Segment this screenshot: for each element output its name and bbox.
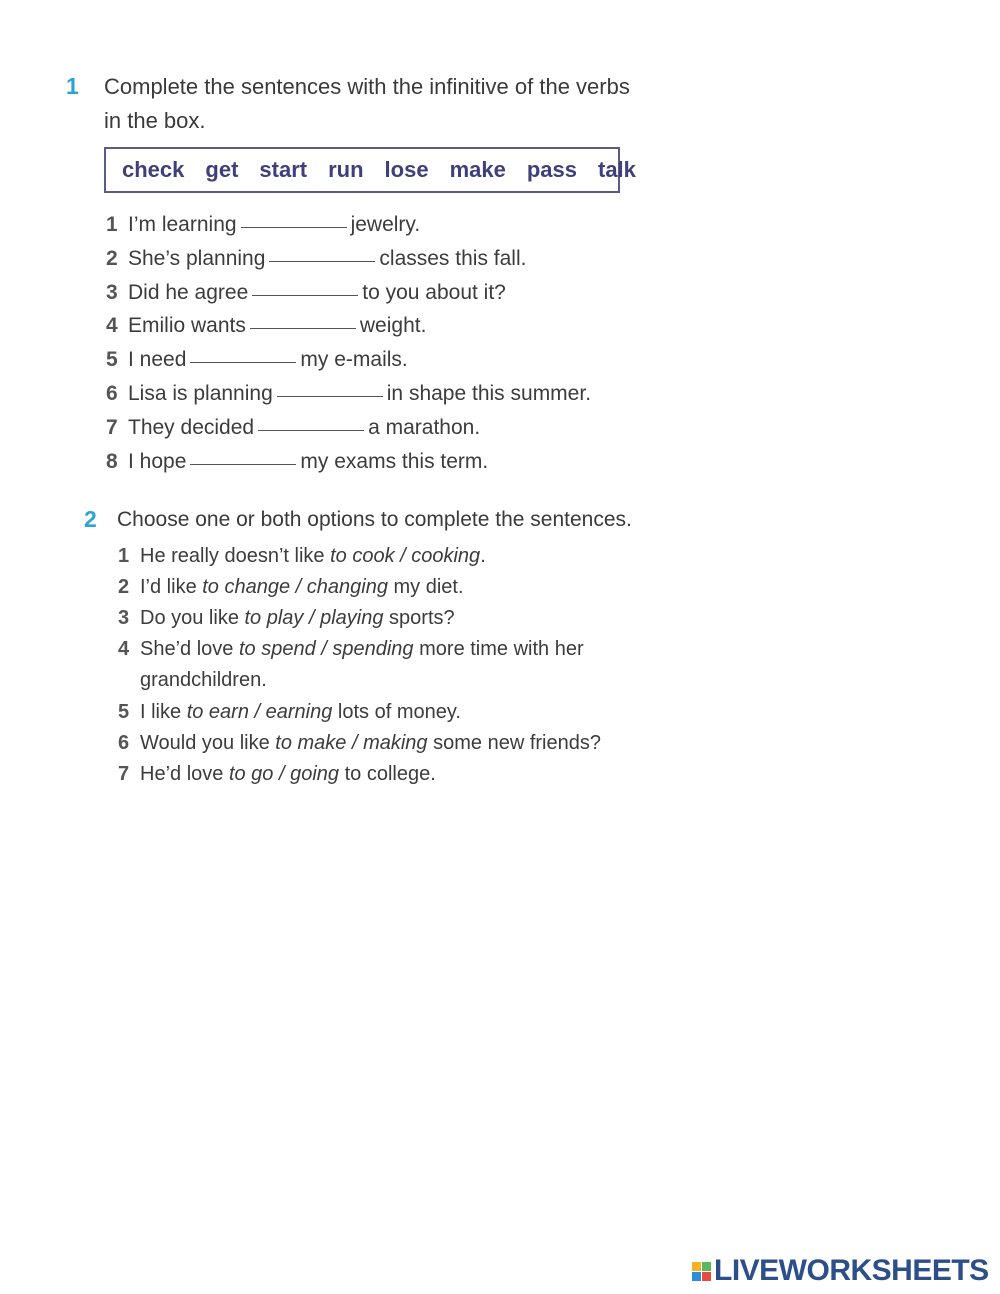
item-number: 4 bbox=[118, 638, 130, 660]
word-box-item: run bbox=[328, 157, 364, 182]
item-number: 6 bbox=[106, 382, 118, 405]
word-box-item: lose bbox=[384, 157, 429, 182]
answer-blank[interactable] bbox=[277, 396, 383, 397]
item-text-before: I like bbox=[140, 701, 187, 723]
exercise-1-item bbox=[106, 281, 506, 305]
item-number: 8 bbox=[106, 450, 118, 473]
item-text-before: Do you like bbox=[140, 607, 245, 629]
item-number: 4 bbox=[106, 314, 118, 337]
exercise-2-item[interactable] bbox=[118, 701, 461, 724]
item-text-after: to you about it? bbox=[362, 281, 506, 304]
answer-blank[interactable] bbox=[250, 328, 356, 329]
item-text-after: lots of money. bbox=[332, 701, 461, 723]
item-number: 2 bbox=[118, 576, 130, 598]
item-number: 3 bbox=[106, 281, 118, 304]
item-text-after: to college. bbox=[339, 763, 436, 785]
logo-mark-tile bbox=[692, 1272, 701, 1281]
exercise-1-item bbox=[106, 450, 488, 474]
item-number: 7 bbox=[106, 416, 118, 439]
item-text-after: jewelry. bbox=[350, 213, 421, 236]
answer-blank[interactable] bbox=[190, 464, 296, 465]
item-text-before: She’s planning bbox=[128, 247, 266, 270]
item-options[interactable]: to go / going bbox=[228, 763, 340, 785]
word-box-item: talk bbox=[598, 157, 636, 182]
exercise-1-item bbox=[106, 213, 420, 237]
item-text-after: sports? bbox=[383, 607, 455, 629]
item-text-after: weight. bbox=[359, 314, 427, 337]
exercise-1-instruction-line-1: Complete the sentences with the infinitive of the verbs bbox=[104, 74, 630, 99]
exercise-1-item bbox=[106, 416, 480, 440]
item-text-before: I hope bbox=[128, 450, 187, 473]
item-number: 3 bbox=[118, 607, 130, 629]
answer-blank[interactable] bbox=[241, 227, 347, 228]
exercise-2-instruction: Choose one or both options to complete the sentences. bbox=[117, 508, 632, 531]
exercise-1-item bbox=[106, 382, 591, 406]
answer-blank[interactable] bbox=[252, 295, 358, 296]
exercise-2-item[interactable] bbox=[118, 638, 584, 661]
logo-mark-icon bbox=[692, 1262, 711, 1281]
item-text-after: some new friends? bbox=[427, 732, 601, 754]
exercise-2-item[interactable] bbox=[118, 763, 436, 786]
word-box-item: get bbox=[205, 157, 239, 182]
item-continuation: grandchildren. bbox=[140, 669, 267, 691]
item-text-before: I’d like bbox=[140, 576, 203, 598]
answer-blank[interactable] bbox=[258, 430, 364, 431]
item-text-after: classes this fall. bbox=[379, 247, 527, 270]
item-text-before: Did he agree bbox=[128, 281, 249, 304]
exercise-1-number: 1 bbox=[66, 73, 79, 99]
word-box-item: check bbox=[122, 157, 185, 182]
answer-blank[interactable] bbox=[190, 362, 296, 363]
item-text-before: I need bbox=[128, 348, 187, 371]
item-text-after: in shape this summer. bbox=[386, 382, 592, 405]
item-options[interactable]: to change / changing bbox=[202, 576, 388, 598]
item-text-after: my diet. bbox=[387, 576, 464, 598]
word-box-item: pass bbox=[526, 157, 577, 182]
item-text-after: my e-mails. bbox=[300, 348, 408, 371]
item-text-before: He’d love bbox=[140, 763, 229, 785]
item-number: 2 bbox=[106, 247, 118, 270]
item-text-before: She’d love bbox=[140, 638, 239, 660]
item-number: 6 bbox=[118, 732, 130, 754]
item-text-before: Emilio wants bbox=[128, 314, 246, 337]
word-box-item: make bbox=[449, 157, 506, 182]
item-options[interactable]: to play / playing bbox=[244, 607, 384, 629]
exercise-2-item[interactable] bbox=[118, 545, 486, 568]
item-number: 1 bbox=[106, 213, 118, 236]
item-text-after: more time with her bbox=[413, 638, 584, 660]
item-text-before: I’m learning bbox=[128, 213, 237, 236]
item-text-after: . bbox=[480, 545, 486, 567]
exercise-1-instruction-line-2: in the box. bbox=[104, 108, 206, 133]
logo-mark-tile bbox=[702, 1262, 711, 1271]
word-box bbox=[104, 147, 636, 193]
item-options[interactable]: to cook / cooking bbox=[330, 545, 481, 567]
item-options[interactable]: to spend / spending bbox=[238, 638, 414, 660]
item-number: 5 bbox=[118, 701, 130, 723]
item-options[interactable]: to earn / earning bbox=[186, 701, 333, 723]
item-number: 1 bbox=[118, 545, 130, 567]
item-number: 7 bbox=[118, 763, 130, 785]
item-text-after: a marathon. bbox=[368, 416, 481, 439]
exercise-1-item bbox=[106, 348, 408, 372]
item-text-after: my exams this term. bbox=[300, 450, 489, 473]
item-number: 5 bbox=[106, 348, 118, 371]
item-text-before: He really doesn’t like bbox=[140, 545, 331, 567]
logo-text: LIVEWORKSHEETS bbox=[714, 1254, 989, 1287]
exercise-2-item[interactable] bbox=[118, 732, 601, 755]
logo-mark-tile bbox=[692, 1262, 701, 1271]
answer-blank[interactable] bbox=[269, 261, 375, 262]
item-options[interactable]: to make / making bbox=[275, 732, 428, 754]
exercise-2-number: 2 bbox=[84, 506, 97, 532]
word-box-item: start bbox=[259, 157, 308, 182]
exercise-1-item bbox=[106, 314, 426, 338]
logo-mark-tile bbox=[702, 1272, 711, 1281]
liveworksheets-logo bbox=[692, 1254, 989, 1288]
exercise-2-item[interactable] bbox=[118, 576, 464, 599]
item-text-before: Would you like bbox=[140, 732, 276, 754]
exercise-2-item[interactable] bbox=[118, 607, 455, 630]
item-text-before: Lisa is planning bbox=[128, 382, 273, 405]
exercise-1-item bbox=[106, 247, 526, 271]
item-text-before: They decided bbox=[128, 416, 255, 439]
